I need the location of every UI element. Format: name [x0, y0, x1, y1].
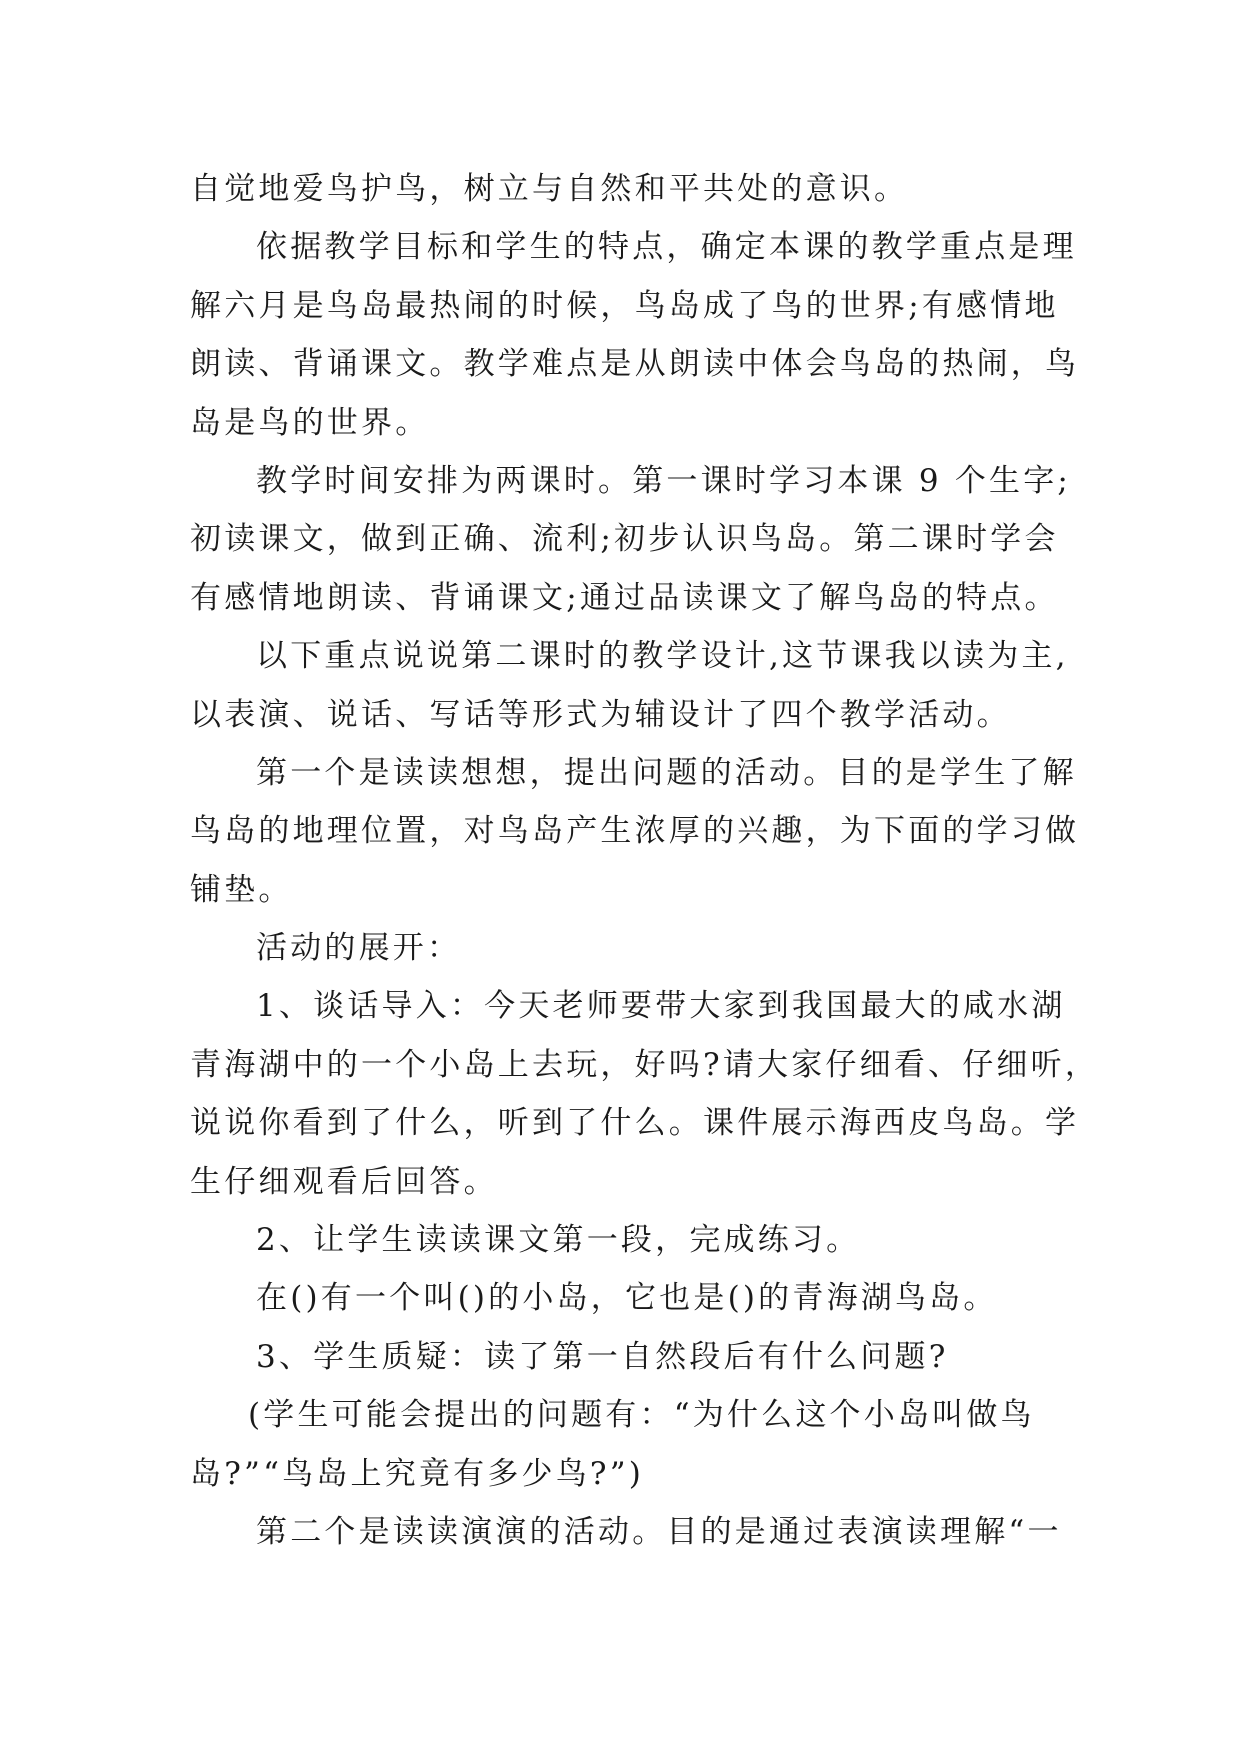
text-line: 有感情地朗读、背诵课文;通过品读课文了解鸟岛的特点。 [190, 579, 1059, 616]
text-line: 活动的展开： [256, 930, 462, 967]
text-line: 第一个是读读想想，提出问题的活动。目的是学生了解 [256, 754, 1077, 791]
text-line: 青海湖中的一个小岛上去玩，好吗?请大家仔细看、仔细听， [190, 1046, 1100, 1083]
text-line: 解六月是鸟岛最热闹的时候，鸟岛成了鸟的世界;有感情地 [190, 287, 1059, 324]
text-line: (学生可能会提出的问题有：“为什么这个小岛叫做鸟 [248, 1397, 1035, 1434]
text-line: 初读课文，做到正确、流利;初步认识鸟岛。第二课时学会 [190, 521, 1059, 558]
text-line: 3、学生质疑：读了第一自然段后有什么问题? [256, 1338, 949, 1375]
text-line: 生仔细观看后回答。 [190, 1163, 498, 1200]
text-line: 教学时间安排为两课时。第一课时学习本课 9 个生字; [256, 462, 1072, 499]
text-line: 说说你看到了什么，听到了什么。课件展示海西皮鸟岛。学 [190, 1105, 1080, 1142]
text-line: 2、让学生读读课文第一段，完成练习。 [256, 1222, 861, 1259]
text-line: 铺垫。 [190, 871, 293, 908]
text-line: 以表演、说话、写话等形式为辅设计了四个教学活动。 [190, 696, 1011, 733]
text-line: 第二个是读读演演的活动。目的是通过表演读理解“一 [256, 1513, 1062, 1550]
text-line: 1、谈话导入：今天老师要带大家到我国最大的咸水湖 [256, 988, 1066, 1025]
document-body [190, 160, 1100, 1561]
text-line: 以下重点说说第二课时的教学设计,这节课我以读为主, [256, 638, 1069, 675]
text-line: 鸟岛的地理位置，对鸟岛产生浓厚的兴趣，为下面的学习做 [190, 813, 1080, 850]
text-line: 朗读、背诵课文。教学难点是从朗读中体会鸟岛的热闹，鸟 [190, 346, 1080, 383]
text-line: 依据教学目标和学生的特点，确定本课的教学重点是理 [256, 229, 1077, 266]
text-line: 在()有一个叫()的小岛，它也是()的青海湖鸟岛。 [256, 1280, 998, 1317]
text-line: 岛是鸟的世界。 [190, 404, 430, 441]
text-line: 岛?”“鸟岛上究竟有多少鸟?”) [190, 1455, 645, 1492]
text-line: 自觉地爱鸟护鸟，树立与自然和平共处的意识。 [190, 171, 909, 207]
